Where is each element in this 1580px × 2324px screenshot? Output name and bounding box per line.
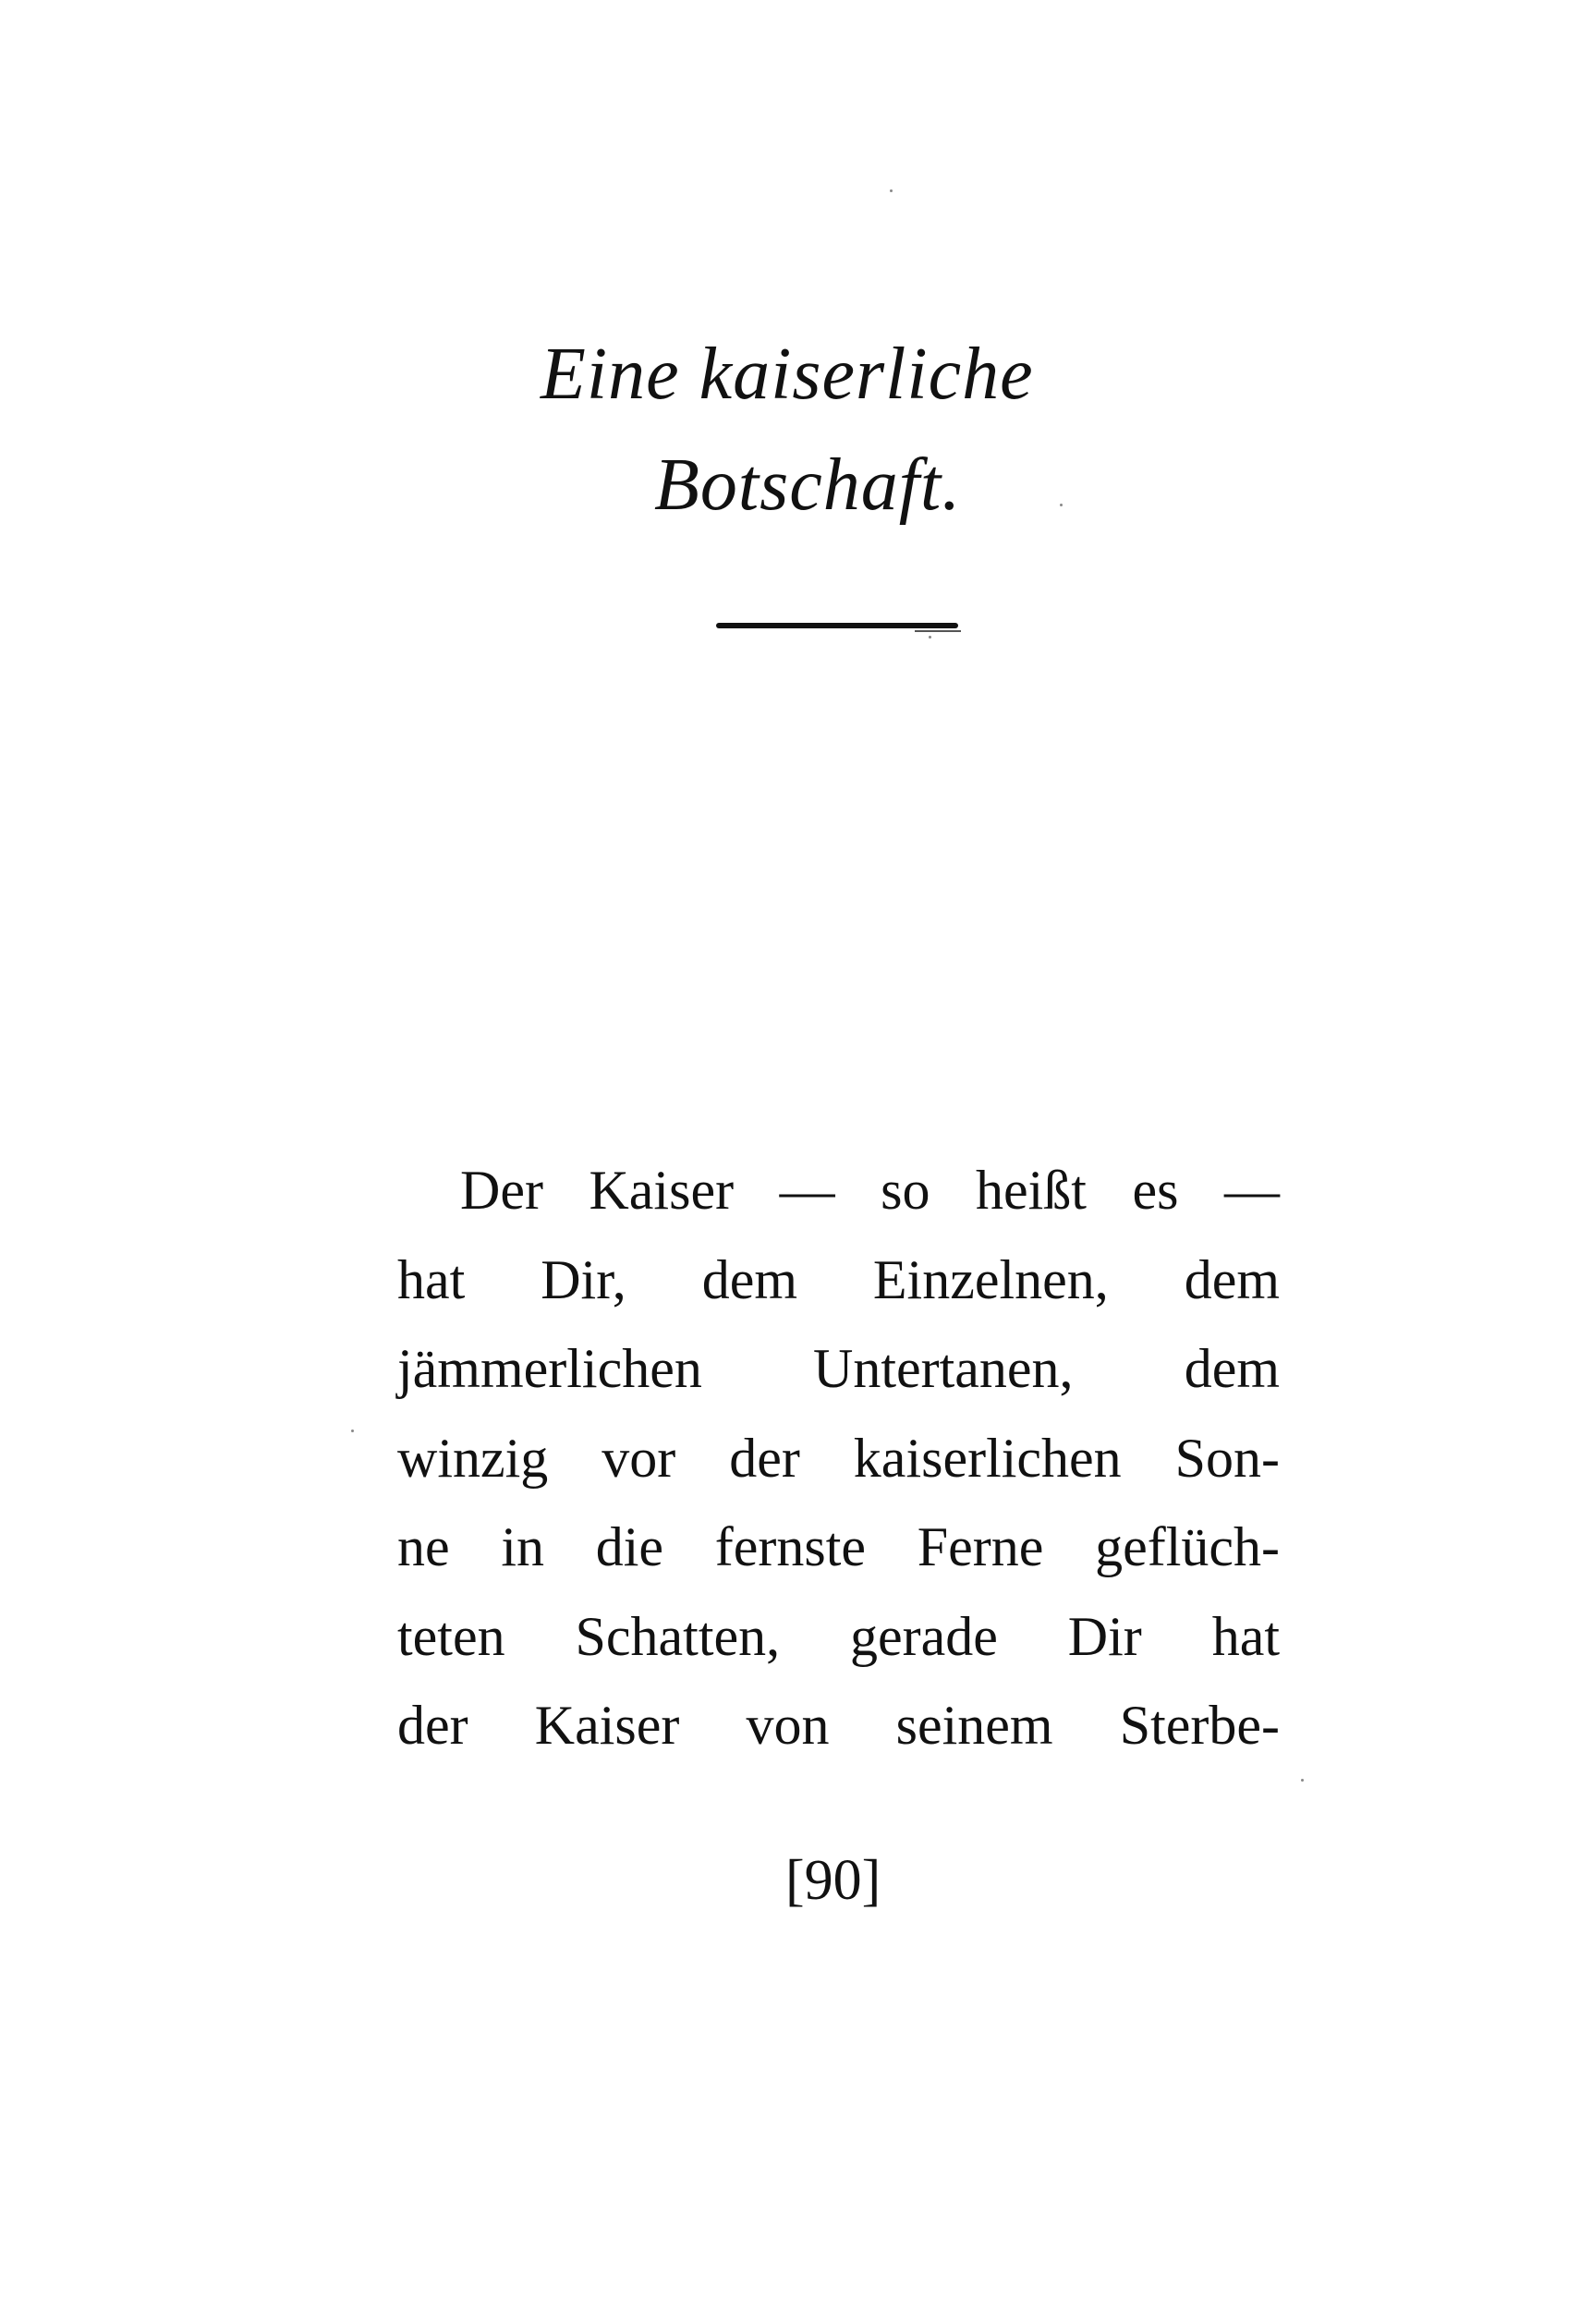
body-line: winzig vor der kaiserlichen Son- [397, 1427, 1280, 1489]
body-line: ne in die fernste Ferne geflüch- [397, 1516, 1280, 1577]
body-line: jämmerlichen Untertanen, dem [397, 1338, 1280, 1399]
paper-speck [890, 189, 893, 192]
paper-speck [1060, 504, 1063, 506]
paper-speck [1301, 1779, 1304, 1782]
title-divider-tail [915, 630, 961, 632]
body-line: teten Schatten, gerade Dir hat [397, 1605, 1280, 1667]
title-divider [716, 623, 958, 628]
page-number: [90] [785, 1849, 881, 1912]
chapter-title-line-1: Eine kaiserliche [541, 334, 1034, 415]
paper-speck [929, 636, 931, 639]
body-paragraph [397, 1146, 1280, 1770]
chapter-title-line-2: Botschaft. [654, 444, 962, 526]
chapter-title [517, 319, 1164, 541]
body-line: der Kaiser von seinem Sterbe- [397, 1695, 1280, 1756]
body-line: hat Dir, dem Einzelnen, dem [397, 1248, 1280, 1310]
paper-speck [351, 1430, 354, 1432]
body-line: Der Kaiser — so heißt es — [460, 1160, 1280, 1221]
